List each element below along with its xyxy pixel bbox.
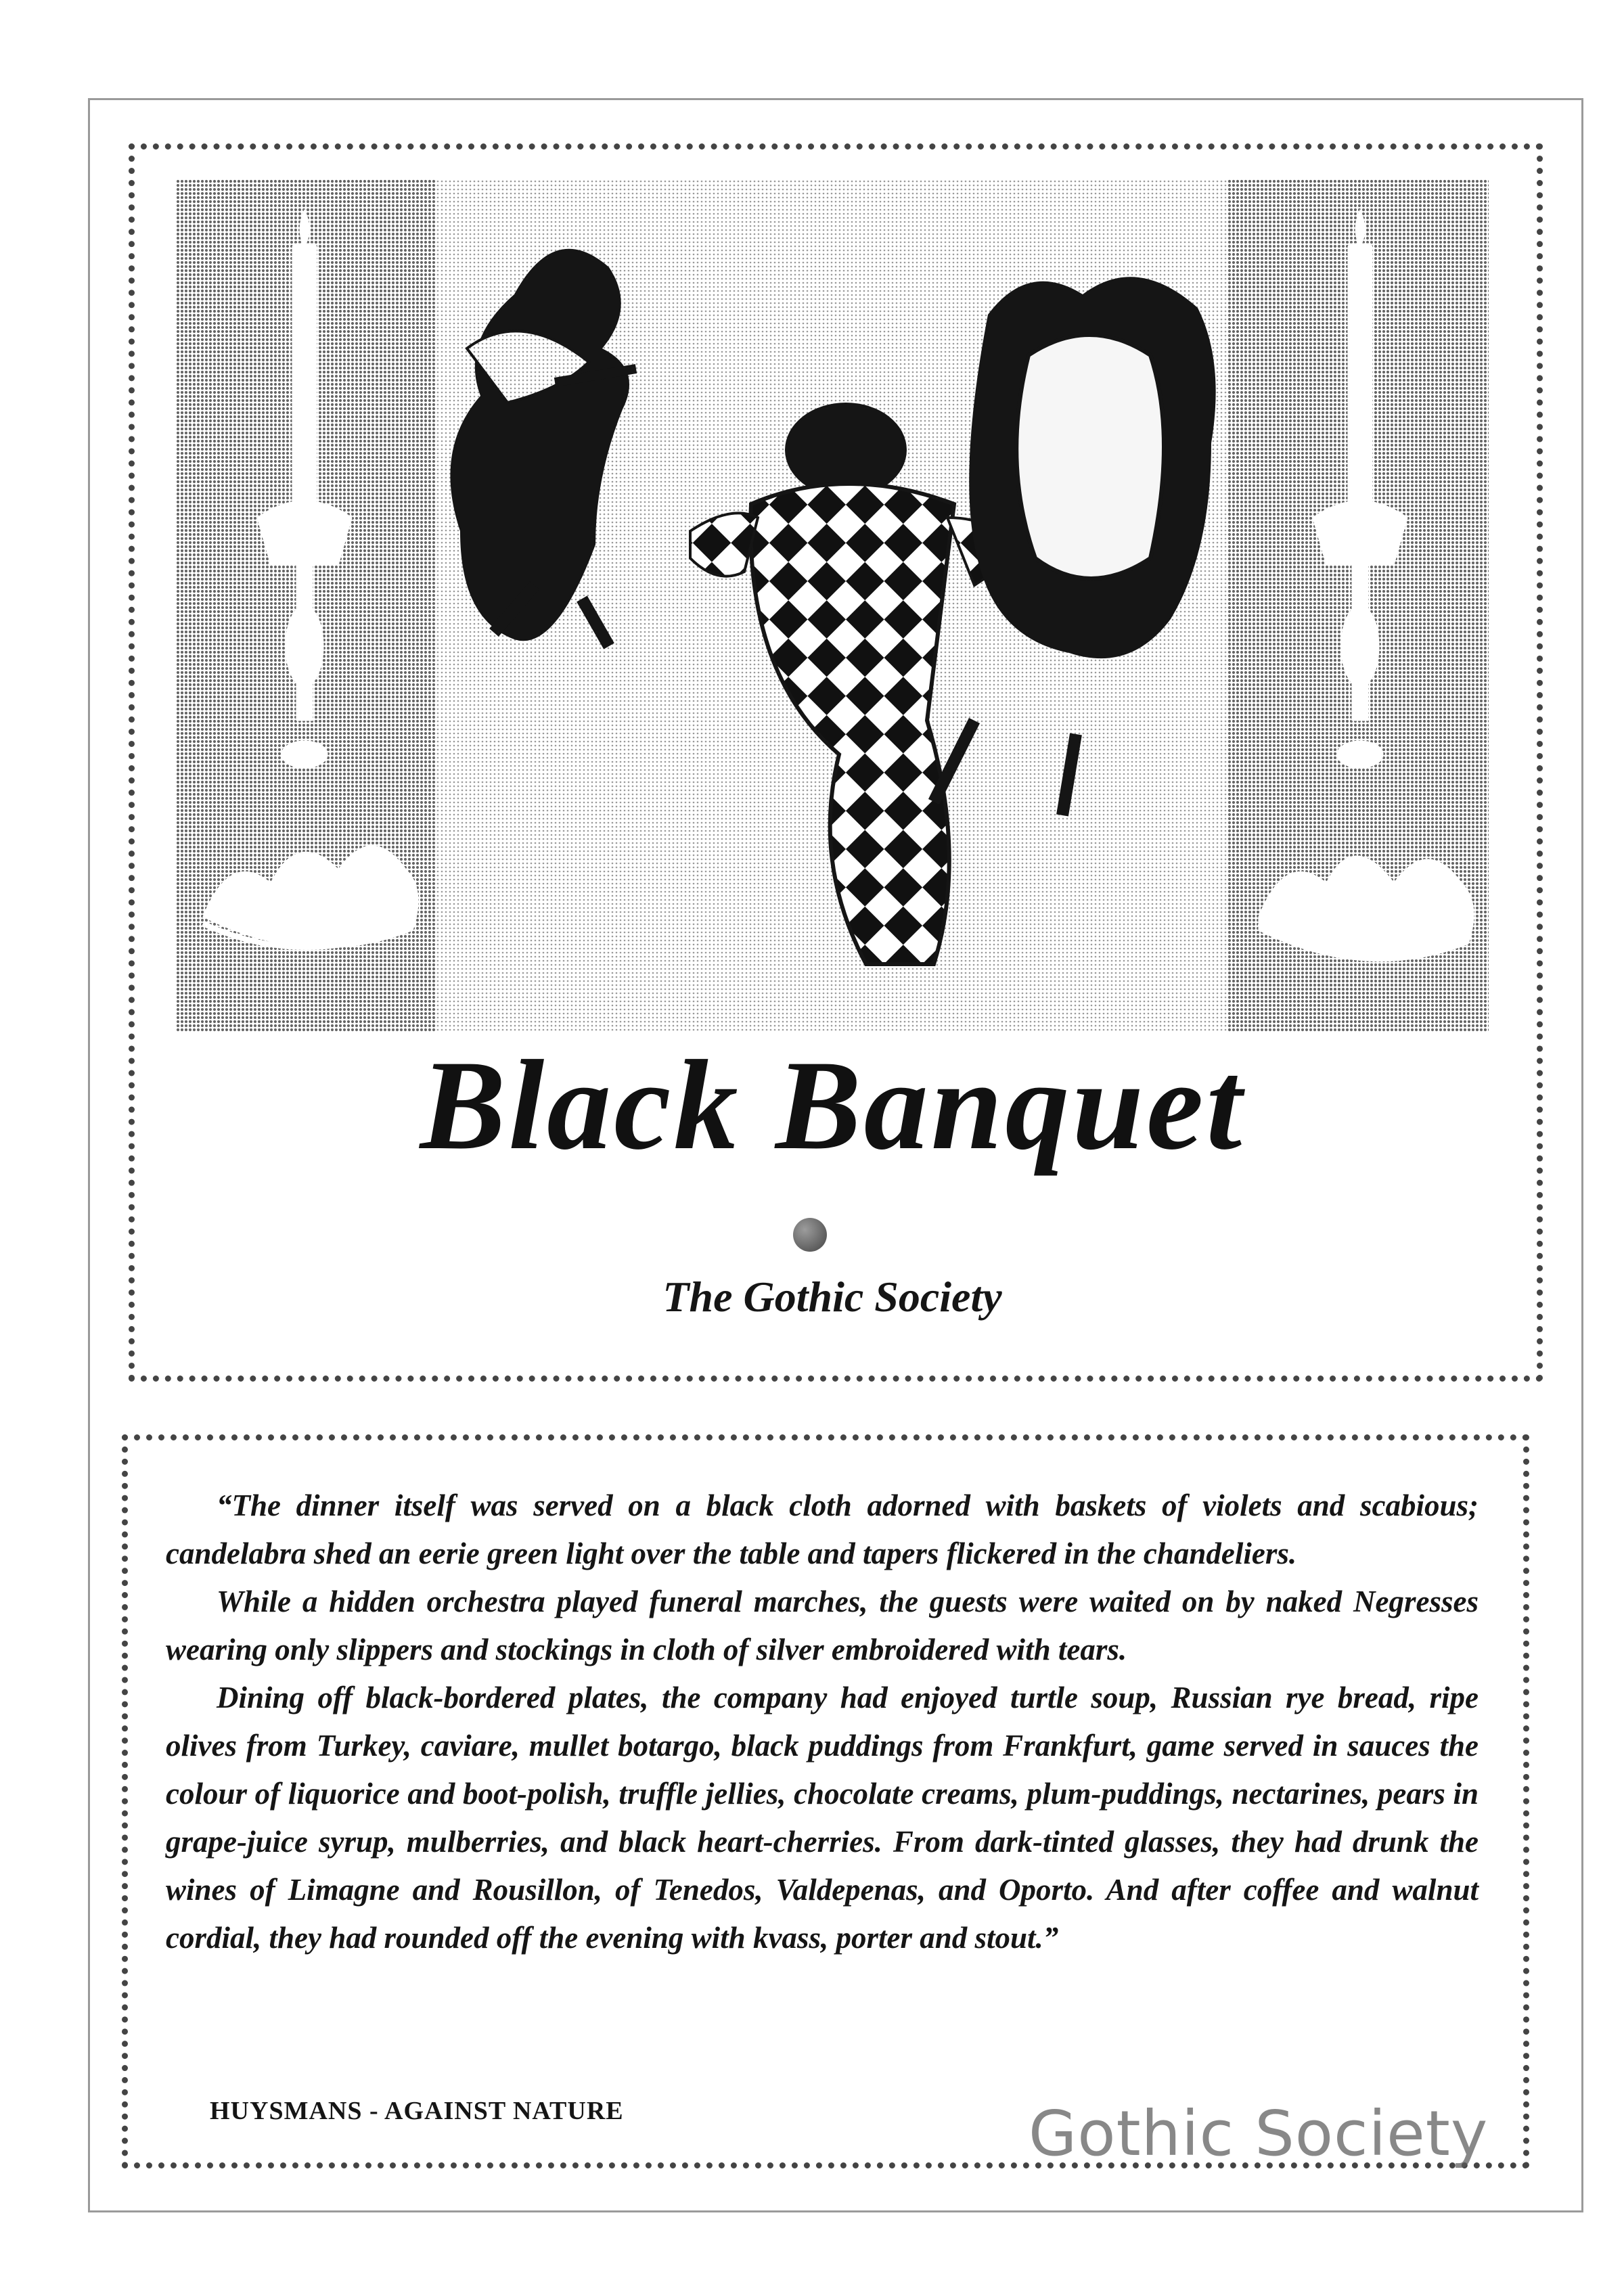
ornament-dot-icon [793,1218,827,1252]
subtitle: The Gothic Society [662,1273,1002,1321]
watermark: Gothic Society [1029,2097,1489,2170]
quote-body [166,1482,1479,1962]
masquerade-illustration [176,179,1489,1032]
quote-paragraph: Dining off black-bordered plates, the company had enjoyed turtle soup, Russian rye bread, ripe olives from Turkey, caviare, mullet botargo, black puddings from Frankfurt, game served in sauces the colour of liquorice and boot-polish, truffle jellies, chocolate creams, plum-puddings, nectarines, pears in grape-juice syrup, mulberries, and black heart-cherries. From dark-tinted glasses, they had drunk the wines of Limagne and Rousillon, of Tenedos, Valdepenas, and Oporto. And after coffee and walnut cordial, they had rounded off the evening with kvass, porter and stout.” [166,1681,1479,1955]
quote-paragraph: While a hidden orchestra played funeral marches, the guests were waited on by naked Negresses wearing only slippers and stockings in cloth of silver embroidered with tears. [166,1585,1479,1666]
quote-attribution: HUYSMANS - AGAINST NATURE [210,2097,624,2125]
page-title: Black Banquet [420,1035,1245,1177]
quote-paragraph: “The dinner itself was served on a black cloth adorned with baskets of violets and scabious; candelabra shed an eerie green light over the table and tapers flickered in the chandeliers. [166,1489,1479,1570]
